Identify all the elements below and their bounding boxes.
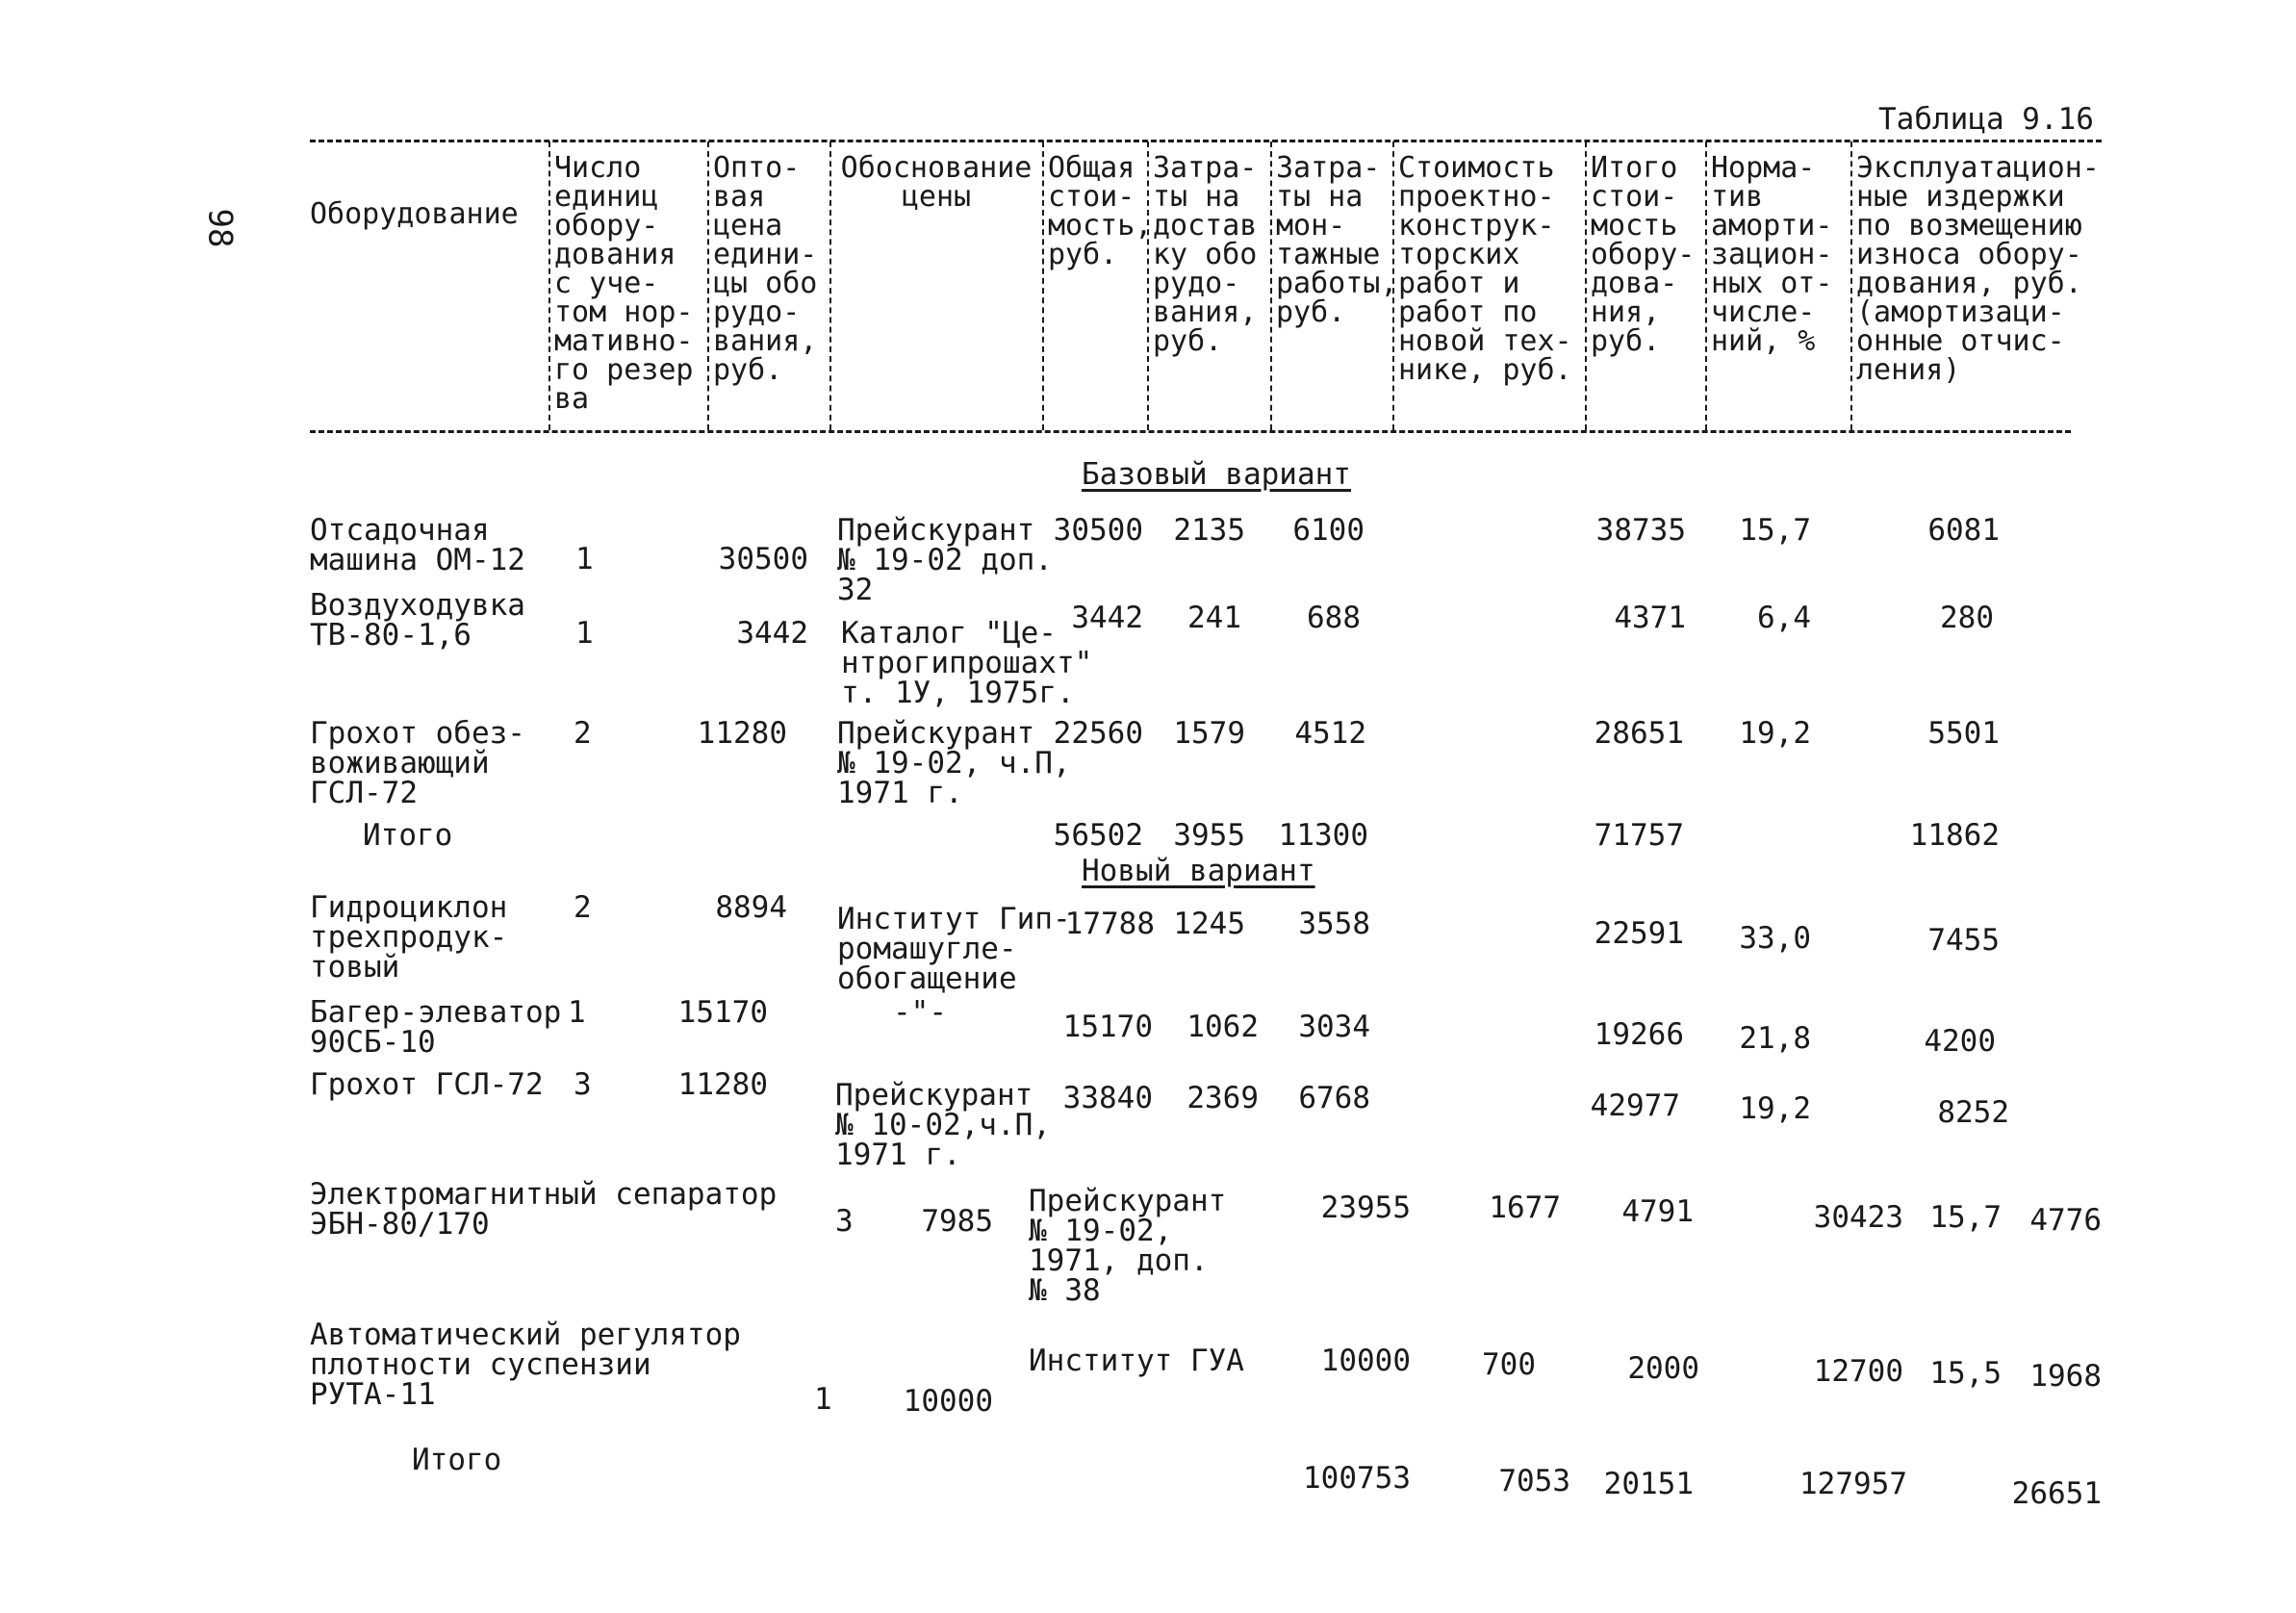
header-bottom-rule xyxy=(310,430,2071,433)
row-total-cost: 23955 xyxy=(1320,1191,1411,1225)
page-number: 98 xyxy=(200,208,240,248)
row-units: 2 xyxy=(574,716,592,751)
row-operating: 7455 xyxy=(1927,923,2000,958)
row-justification: Прейскурант № 10-02,ч.П, 1971 г. xyxy=(835,1078,1051,1172)
row-total-cost: 17788 xyxy=(1064,907,1155,941)
total-cost: 56502 xyxy=(1053,818,1143,853)
row-price: 30500 xyxy=(718,542,808,576)
row-operating: 8252 xyxy=(1937,1095,2009,1130)
row-norm: 19,2 xyxy=(1739,716,1811,751)
total-operating: 11862 xyxy=(1909,818,2000,853)
row-norm: 6,4 xyxy=(1757,601,1811,635)
header-operating-costs: Эксплуатацион- ные издержки по возмещению износа обору- дования, руб. (амортизаци- онные отчис- ления) xyxy=(1856,151,2100,387)
total-label: Итого xyxy=(412,1443,502,1477)
row-justification: Прейскурант № 19-02, ч.П, 1971 г. xyxy=(837,716,1071,810)
header-delivery-cost: Затра- ты на достав ку обо рудо- вания, руб. xyxy=(1153,151,1258,358)
row-price: 10000 xyxy=(903,1384,993,1419)
row-operating: 280 xyxy=(1940,601,1994,635)
row-justification: Институт ГУА xyxy=(1029,1344,1244,1378)
header-top-rule xyxy=(310,140,2102,142)
row-price: 3442 xyxy=(736,616,808,651)
row-installation: 6768 xyxy=(1298,1081,1370,1115)
col-separator xyxy=(548,141,550,430)
row-installation: 6100 xyxy=(1292,513,1365,548)
row-units: 1 xyxy=(568,995,586,1030)
row-name: Автоматический регулятор плотности суспензии РУТА-11 xyxy=(310,1318,741,1412)
total-delivery: 7053 xyxy=(1498,1464,1570,1498)
header-units: Число единиц обору- дования с уче- том нор- мативно- го резер ва xyxy=(554,151,694,416)
row-total-cost: 30500 xyxy=(1053,513,1143,548)
total-equipment: 127957 xyxy=(1799,1467,1907,1501)
row-justification: Каталог "Це- нтрогипрошахт" т. 1У, 1975г. xyxy=(841,616,1093,710)
row-name: Воздуходувка ТВ-80-1,6 xyxy=(310,588,525,653)
row-delivery: 1245 xyxy=(1173,907,1245,941)
section-title-base: Базовый вариант xyxy=(1082,457,1351,492)
row-operating: 4776 xyxy=(2029,1203,2102,1238)
row-total-cost: 10000 xyxy=(1320,1344,1411,1378)
row-operating: 6081 xyxy=(1927,513,2000,548)
row-justification: Институт Гип- ромашугле- обогащение xyxy=(837,902,1071,996)
row-installation: 3034 xyxy=(1298,1010,1370,1044)
row-price: 15170 xyxy=(677,995,768,1030)
row-name: Отсадочная машина ОМ-12 xyxy=(310,513,525,577)
total-cost: 100753 xyxy=(1303,1461,1411,1496)
row-norm: 33,0 xyxy=(1739,921,1811,956)
row-name: Грохот ГСЛ-72 xyxy=(310,1067,544,1102)
row-units: 1 xyxy=(575,542,594,576)
row-price: 11280 xyxy=(697,716,787,751)
row-installation: 4512 xyxy=(1294,716,1366,751)
row-name: Гидроциклон трехпродук- товый xyxy=(310,890,508,985)
header-total-cost: Общая стои- мость, руб. xyxy=(1048,151,1153,271)
row-total-cost: 22560 xyxy=(1053,716,1143,751)
header-design-cost: Стоимость проектно- конструк- торских работ и работ по новой тех- нике, руб. xyxy=(1398,151,1572,387)
row-installation: 4791 xyxy=(1621,1194,1694,1229)
col-separator xyxy=(1585,141,1587,430)
row-justification: Прейскурант № 19-02, 1971, доп. № 38 xyxy=(1029,1184,1227,1308)
row-delivery: 700 xyxy=(1482,1347,1536,1382)
col-separator xyxy=(707,141,709,430)
row-operating: 4200 xyxy=(1924,1024,1996,1059)
row-price: 7985 xyxy=(921,1204,993,1239)
total-installation: 20151 xyxy=(1603,1467,1694,1501)
row-total-equipment: 19266 xyxy=(1594,1017,1684,1052)
row-operating: 1968 xyxy=(2029,1359,2102,1394)
row-units: 1 xyxy=(575,616,594,651)
header-total-equipment-cost: Итого стои- мость обору- дова- ния, руб. xyxy=(1591,151,1696,358)
header-price-justification: Обоснование цены xyxy=(840,151,1033,214)
header-wholesale-price: Опто- вая цена едини- цы обо рудо- вания, руб. xyxy=(713,151,818,387)
row-delivery: 1579 xyxy=(1173,716,1245,751)
total-equipment: 71757 xyxy=(1594,818,1684,853)
col-separator xyxy=(1270,141,1272,430)
row-price: 8894 xyxy=(715,890,787,925)
row-delivery: 2135 xyxy=(1173,513,1245,548)
row-units: 3 xyxy=(574,1067,592,1102)
col-separator xyxy=(1705,141,1707,430)
row-installation: 2000 xyxy=(1627,1351,1699,1386)
row-operating: 5501 xyxy=(1927,716,2000,751)
row-justification: Прейскурант № 19-02 доп. 32 xyxy=(837,513,1053,607)
row-norm: 15,7 xyxy=(1739,513,1811,548)
row-norm: 15,5 xyxy=(1929,1356,2002,1391)
row-price: 11280 xyxy=(677,1067,768,1102)
row-total-equipment: 22591 xyxy=(1594,916,1684,951)
row-name: Багер-элеватор 90СБ-10 xyxy=(310,995,562,1060)
row-total-equipment: 12700 xyxy=(1813,1354,1903,1389)
row-total-cost: 3442 xyxy=(1071,601,1143,635)
row-units: 1 xyxy=(814,1382,832,1417)
row-total-cost: 15170 xyxy=(1062,1010,1153,1044)
table-label: Таблица 9.16 xyxy=(1878,102,2094,137)
header-equipment: Оборудование xyxy=(310,197,519,231)
row-installation: 688 xyxy=(1307,601,1361,635)
row-norm: 15,7 xyxy=(1929,1200,2002,1235)
row-delivery: 2369 xyxy=(1186,1081,1259,1115)
row-norm: 21,8 xyxy=(1739,1021,1811,1056)
col-separator xyxy=(1042,141,1044,430)
row-units: 2 xyxy=(574,890,592,925)
row-total-equipment: 38735 xyxy=(1595,513,1686,548)
row-total-equipment: 4371 xyxy=(1614,601,1686,635)
total-delivery: 3955 xyxy=(1173,818,1245,853)
header-depreciation-norm: Норма- тив аморти- зацион- ных от- числе- ний, % xyxy=(1711,151,1833,358)
total-label: Итого xyxy=(363,818,453,853)
row-total-equipment: 30423 xyxy=(1813,1200,1903,1235)
total-operating: 26651 xyxy=(2011,1476,2102,1511)
total-installation: 11300 xyxy=(1278,818,1368,853)
col-separator xyxy=(829,141,831,430)
row-name: Грохот обез- воживающий ГСЛ-72 xyxy=(310,716,525,810)
row-installation: 3558 xyxy=(1298,907,1370,941)
row-total-equipment: 42977 xyxy=(1590,1088,1680,1123)
row-total-cost: 33840 xyxy=(1062,1081,1153,1115)
row-delivery: 1677 xyxy=(1489,1191,1561,1225)
section-title-new: Новый вариант xyxy=(1082,854,1315,888)
row-total-equipment: 28651 xyxy=(1594,716,1684,751)
header-installation-cost: Затра- ты на мон- тажные работы, руб. xyxy=(1276,151,1398,329)
row-delivery: 241 xyxy=(1187,601,1241,635)
row-norm: 19,2 xyxy=(1739,1091,1811,1126)
row-justification: -"- xyxy=(893,995,947,1030)
row-name: Электромагнитный сепаратор ЭБН-80/170 xyxy=(310,1177,778,1242)
col-separator xyxy=(1850,141,1852,430)
row-delivery: 1062 xyxy=(1186,1010,1259,1044)
row-units: 3 xyxy=(835,1204,854,1239)
